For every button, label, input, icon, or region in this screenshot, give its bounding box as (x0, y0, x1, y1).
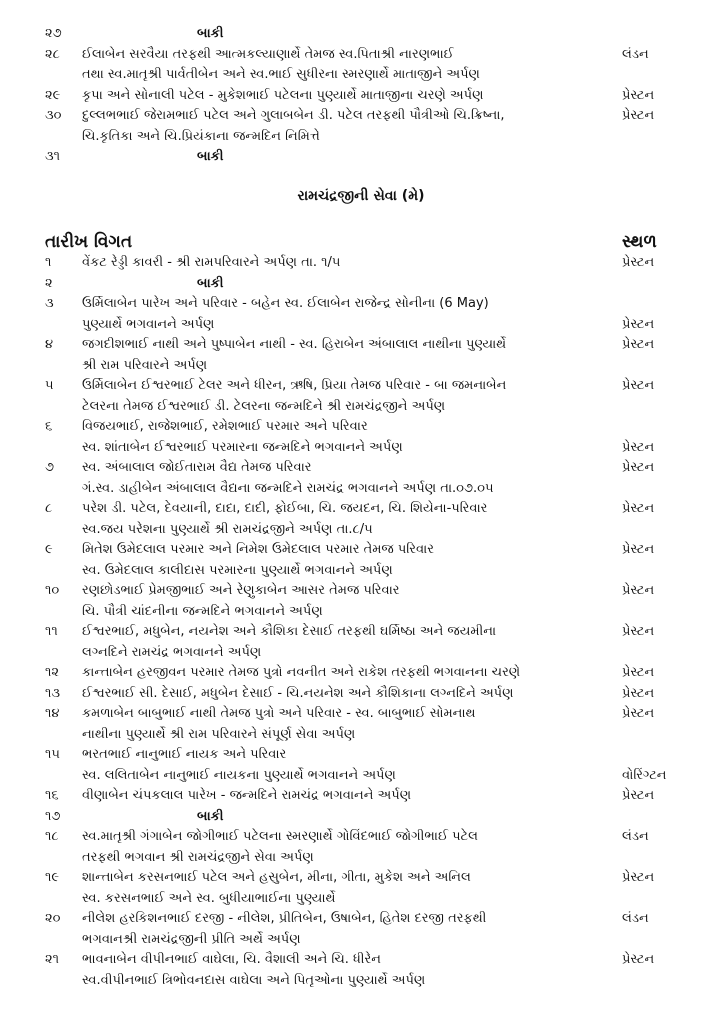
entry-line (0, 273, 722, 295)
entry-line (0, 621, 722, 643)
entry-line (0, 888, 722, 910)
entry-date: ૫ (45, 378, 54, 393)
entry-place: પ્રેસ્ટન (622, 378, 655, 393)
pending-label: બાકી (197, 808, 224, 824)
entry-place: પ્રેસ્ટન (622, 316, 655, 332)
entry-detail: ઉર્મિલાબેન ઈશ્વરભાઈ ટેલર અને ધીરન, ઋષિ, પ્રિયા તેમજ પરિવાર - બા જમનાબેન (82, 378, 507, 393)
entry-date: ૧૬ (45, 788, 59, 803)
entry-line (0, 847, 722, 869)
entry-line (0, 519, 722, 541)
entry-line (0, 642, 722, 664)
entry-date: ૧૫ (45, 747, 60, 762)
entry-date: ૨૧ (45, 952, 60, 967)
column-header-date-detail: તારીખ વિગત (45, 232, 133, 252)
entry-date: ૩ (45, 296, 54, 311)
entry-detail: કમળાબેન બાબુભાઈ નાથી તેમજ પુત્રો અને પરિવાર - સ્વ. બાબુભાઈ સોમનાથ (82, 706, 476, 721)
entry-line (0, 252, 722, 274)
entry-line (0, 355, 722, 377)
entry-date: ૨૮ (45, 46, 60, 62)
entry-line (0, 478, 722, 500)
entry-place: પ્રેસ્ટન (622, 108, 655, 123)
entry-detail: ભગવાનશ્રી રામચંદ્રજીની પ્રીતિ અર્થે અર્પણ (82, 931, 301, 947)
entry-line (0, 416, 722, 438)
entry-date: ૨૯ (45, 87, 61, 103)
pending-label: બાકી (197, 26, 224, 41)
entry-detail: શ્રી રામ પરિવારને અર્પણ (82, 357, 208, 373)
entry-place: પ્રેસ્ટન (622, 337, 655, 352)
entry-place: પ્રેસ્ટન (622, 255, 655, 270)
entry-date: ૨૭ (45, 26, 62, 41)
entry-line (0, 908, 722, 930)
entry-detail: સ્વ.જય પરેશના પુણ્યાર્થે શ્રી રામચંદ્રજીને અર્પણ તા.૮/૫ (82, 521, 373, 537)
entry-line (0, 334, 722, 356)
entry-place: પ્રેસ્ટન (622, 439, 655, 455)
entry-detail: તરફથી ભગવાન શ્રી રામચંદ્રજીને સેવા અર્પણ (82, 849, 314, 865)
entry-line (0, 970, 722, 992)
entry-detail: સ્વ. શાંતાબેન ઈશ્વરભાઈ પરમારના જન્મદિને ભગવાનને અર્પણ (82, 439, 403, 455)
entry-detail: સ્વ. અંબાલાલ જોઈતારામ વૈદ્ય તેમજ પરિવાર (82, 460, 312, 475)
entry-line (0, 744, 722, 766)
entry-date: ૧ (45, 255, 52, 270)
entry-place: પ્રેસ્ટન (622, 501, 655, 516)
entry-date: ૯ (45, 542, 53, 557)
entry-place: લંડન (622, 829, 649, 844)
entry-detail: વિજયભાઈ, રાજેશભાઈ, રમેશભાઈ પરમાર અને પરિવાર (82, 419, 368, 434)
pending-label: બાકી (197, 275, 224, 291)
entry-detail: સ્વ.વીપીનભાઈ ત્રિભોવનદાસ વાઘેલા અને પિતૃઓના પુણ્યાર્થે અર્પણ (82, 972, 426, 988)
entry-detail: સ્વ. લલિતાબેન નાનુભાઈ નાયકના પુણ્યાર્થે ભગવાનને અર્પણ (82, 767, 396, 783)
entry-line (0, 580, 722, 602)
entry-detail: ઈશ્વરભાઈ, મધુબેન, નયનેશ અને કૌશિકા દેસાઈ તરફથી ઘર્મિષ્ઠા અને જયમીના (82, 624, 497, 639)
entry-detail: નીલેશ હરકિશનભાઈ દરજી - નીલેશ, પ્રીતિબેન, ઉષાબેન, હિતેશ દરજી તરફથી (82, 911, 487, 926)
entry-detail: ટેલરના તેમજ ઈશ્વરભાઈ ડી. ટેલરના જન્મદિને શ્રી રામચંદ્રજીને અર્પણ (82, 398, 446, 414)
entry-detail: કૃપા અને સોનાલી પટેલ - મુકેશભાઈ પટેલના પુણ્યાર્થે માતાજીના ચરણે અર્પણ (82, 87, 484, 103)
entry-place: પ્રેસ્ટન (622, 952, 655, 967)
entry-detail: ગં.સ્વ. ડાહીબેન અંબાલાલ વૈદ્યના જન્મદિને રામચંદ્ર ભગવાનને અર્પણ તા.૦૭.૦૫ (82, 480, 494, 496)
entry-line (0, 44, 722, 66)
entry-place: લંડન (622, 46, 649, 62)
entry-place: પ્રેસ્ટન (622, 870, 655, 885)
entry-detail: સ્વ. કરસનભાઈ અને સ્વ. બુધીયાભાઈના પુણ્યાર્થે (82, 890, 336, 906)
entry-place: પ્રેસ્ટન (622, 788, 655, 803)
entry-detail: દુલ્લભભાઈ જેરામભાઈ પટેલ અને ગુલાબબેન ડી. પટેલ તરફથી પૌત્રીઓ ચિ.ક્રિષ્ના, (82, 108, 505, 123)
entry-line (0, 662, 722, 684)
entry-date: ૧૭ (45, 808, 61, 824)
entry-line (0, 601, 722, 623)
entry-date: ૪ (45, 337, 54, 352)
entry-line (0, 765, 722, 787)
entry-detail: સ્વ.માતૃશ્રી ગંગાબેન જોગીભાઈ પટેલના સ્મરણાર્થે ગોવિંદભાઈ જોગીભાઈ પટેલ (82, 829, 478, 844)
entry-detail: તથા સ્વ.માતૃશ્રી પાર્વતીબેન અને સ્વ.ભાઈ સુધીરના સ્મરણાર્થે માતાજીને અર્પણ (82, 67, 480, 82)
entry-date: ૧૯ (45, 870, 60, 885)
entry-detail: ભાવનાબેન વીપીનભાઈ વાઘેલા, ચિ. વૈશાલી અને ચિ. ધીરેન (82, 952, 381, 967)
entry-date: ૧૩ (45, 685, 61, 701)
entry-place: પ્રેસ્ટન (622, 665, 655, 680)
entry-line (0, 64, 722, 86)
entry-line (0, 375, 722, 397)
entry-detail: ઈલાબેન સરવૈયા તરફથી આત્મકલ્યાણાર્થે તેમજ સ્વ.પિતાશ્રી નારણભાઈ (82, 46, 454, 62)
entry-place: લંડન (622, 911, 649, 926)
entry-line (0, 539, 722, 561)
entry-date: ૬ (45, 419, 53, 434)
entry-date: ૨૦ (45, 911, 61, 926)
entry-detail: શાન્તાબેન કરસનભાઈ પટેલ અને હસુબેન, મીના, ગીતા, મુકેશ અને અનિલ (82, 870, 471, 885)
entry-date: ૧૮ (45, 829, 59, 844)
entry-line (0, 396, 722, 418)
entry-date: ૧૨ (45, 665, 60, 680)
entry-detail: પુણ્યાર્થે ભગવાનને અર્પણ (82, 316, 215, 332)
pending-label: બાકી (197, 149, 224, 164)
entry-date: ૮ (45, 501, 53, 516)
entry-detail: મિતેશ ઉમેદલાલ પરમાર અને નિમેશ ઉમેદલાલ પરમાર તેમજ પરિવાર (82, 542, 434, 557)
entry-detail: ભરતભાઈ નાનુભાઈ નાયક અને પરિવાર (82, 747, 287, 762)
entry-date: ૧૦ (45, 583, 60, 598)
entry-line (0, 23, 722, 45)
entry-place: પ્રેસ્ટન (622, 685, 655, 701)
entry-place: વોરિંગ્ટન (622, 767, 667, 783)
entry-detail: ચિ. પૌત્રી ચાંદનીના જન્મદિને ભગવાનને અર્પણ (82, 603, 323, 619)
entry-detail: લગ્નદિને રામચંદ્ર ભગવાનને અર્પણ (82, 644, 262, 660)
entry-line (0, 785, 722, 807)
entry-date: ૨ (45, 275, 53, 291)
entry-line (0, 85, 722, 107)
entry-place: પ્રેસ્ટન (622, 706, 655, 721)
entry-line (0, 867, 722, 889)
section-title: રામચંદ્રજીની સેવા (મે) (297, 188, 425, 204)
entry-place: પ્રેસ્ટન (622, 624, 655, 639)
entry-detail: સ્વ. ઉમેદલાલ કાલીદાસ પરમારના પુણ્યાર્થે ભગવાનને અર્પણ (82, 562, 393, 578)
entry-date: ૩૧ (45, 149, 61, 164)
entry-detail: રણછોડભાઈ પ્રેમજીભાઈ અને રેણુકાબેન આસર તેમજ પરિવાર (82, 583, 400, 598)
entry-line (0, 683, 722, 705)
entry-detail: ચિ.કૃતિકા અને ચિ.પ્રિયંકાના જન્મદિન નિમિત્તે (82, 128, 320, 144)
entry-line (0, 724, 722, 746)
entry-date: ૧૪ (45, 706, 60, 721)
entry-line (0, 457, 722, 479)
entry-place: પ્રેસ્ટન (622, 460, 655, 475)
entry-place: પ્રેસ્ટન (622, 542, 655, 557)
entry-detail: ઈશ્વરભાઈ સી. દેસાઈ, મધુબેન દેસાઈ - ચિ.નયનેશ અને કૌશિકાના લગ્નદિને અર્પણ (82, 685, 514, 701)
entry-line (0, 105, 722, 127)
entry-line (0, 560, 722, 582)
entry-line (0, 437, 722, 459)
entry-line (0, 929, 722, 951)
entry-line (0, 826, 722, 848)
entry-date: ૧૧ (45, 624, 58, 639)
entry-line (0, 314, 722, 336)
entry-detail: નાથીના પુણ્યાર્થે શ્રી રામ પરિવારને સંપૂર્ણ સેવા અર્પણ (82, 726, 356, 742)
entry-line (0, 806, 722, 828)
entry-place: પ્રેસ્ટન (622, 583, 655, 598)
entry-detail: કાન્તાબેન હરજીવન પરમાર તેમજ પુત્રો નવનીત અને રાકેશ તરફથી ભગવાનના ચરણે (82, 665, 521, 680)
entry-date: ૩૦ (45, 108, 62, 123)
entry-detail: ઉર્મિલાબેન પારેખ અને પરિવાર - બહેન સ્વ. ઈલાબેન રાજેન્દ્ર સોનીના (6 May) (82, 296, 489, 311)
entry-detail: જગદીશભાઈ નાથી અને પુષ્પાબેન નાથી - સ્વ. હિરાબેન અંબાલાલ નાથીના પુણ્યાર્થે (82, 337, 507, 352)
entry-line (0, 703, 722, 725)
column-header-place: સ્થળ (622, 232, 657, 252)
entry-date: ૭ (45, 460, 55, 475)
entry-detail: વીણાબેન ચંપકલાલ પારેખ - જન્મદિને રામચંદ્ર ભગવાનને અર્પણ (82, 788, 412, 803)
entry-line (0, 498, 722, 520)
entry-line (0, 146, 722, 168)
entry-place: પ્રેસ્ટન (622, 87, 655, 103)
entry-detail: વેંકટ રેડ્ડી કાવરી - શ્રી રામપરિવારને અર્પણ તા. ૧/૫ (82, 255, 341, 270)
entry-line (0, 949, 722, 971)
entry-line (0, 293, 722, 315)
entry-detail: પરેશ ડી. પટેલ, દેવયાની, દાદા, દાદી, ફોઈબા, ચિ. જયદન, ચિ. શિયેના-પરિવાર (82, 501, 488, 516)
entry-line (0, 126, 722, 148)
